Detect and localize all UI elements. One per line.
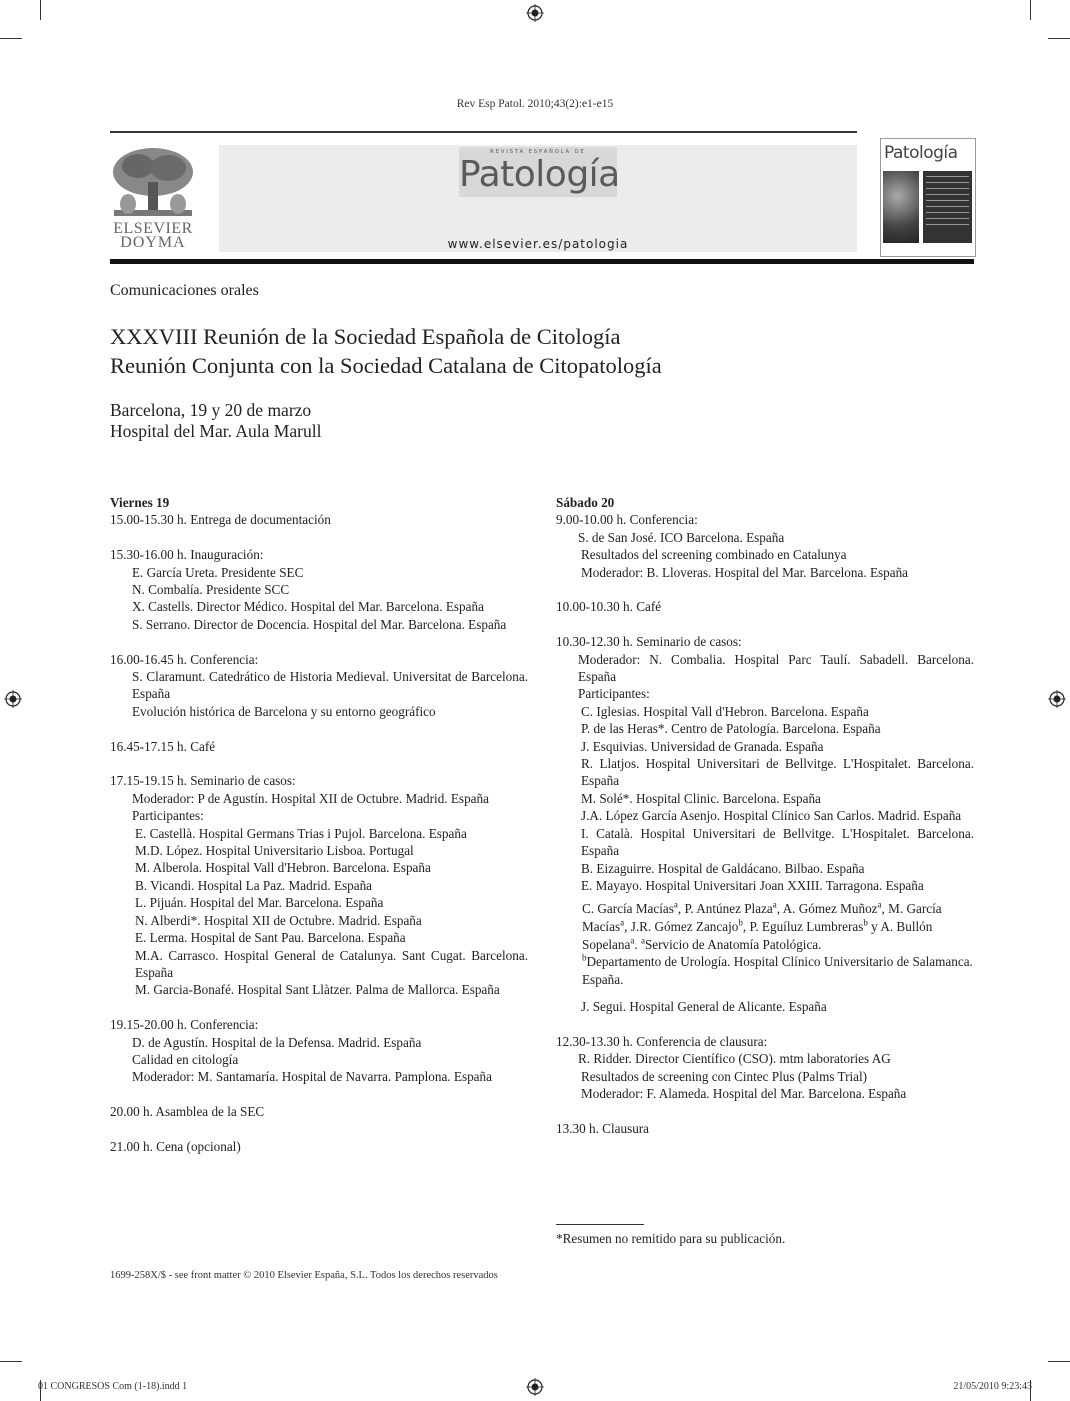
program-block: [110, 651, 528, 721]
affiliation-mark: b: [738, 917, 743, 928]
program-item-head: 19.15-20.00 h. Conferencia:: [110, 1017, 259, 1033]
program-line: E. García Ureta. Presidente SEC: [132, 564, 304, 580]
crop-mark: [0, 38, 22, 39]
journal-subtitle: REVISTA ESPAÑOLA DE: [490, 149, 586, 155]
program-item: 21.00 h. Cena (opcional): [110, 1138, 241, 1154]
program-line: Moderador: F. Alameda. Hospital del Mar. Barcelona. España: [581, 1086, 907, 1102]
journal-reference: Rev Esp Patol. 2010;43(2):e1-e15: [456, 98, 614, 110]
program-line: Resultados de screening con Cintec Plus (Palms Trial): [581, 1068, 868, 1084]
affiliation-mark: b: [582, 952, 587, 963]
program-line: S. Serrano. Director de Docencia. Hospital del Mar. Barcelona. España: [132, 616, 507, 632]
program-item: 16.45-17.15 h. Café: [110, 738, 216, 754]
program-line: X. Castells. Director Médico. Hospital del Mar. Barcelona. España: [132, 599, 484, 615]
participant: N. Alberdi*. Hospital XII de Octubre. Madrid. España: [135, 912, 422, 928]
participant: I. Català. Hospital Universitari de Bellvitge. L'Hospitalet. Barcelona. España: [581, 825, 974, 859]
author: y A. Bullón Sopelana: [582, 918, 933, 952]
participant: M. Garcia-Bonafé. Hospital Sant Llàtzer. Palma de Mallorca. España: [135, 982, 500, 998]
footnote-rule: [556, 1224, 644, 1225]
moderator-line: Moderador: N. Combalia. Hospital Parc Taulí. Sabadell. Barcelona. España: [578, 651, 974, 685]
journal-url-link[interactable]: www.elsevier.es/patologia: [447, 237, 629, 251]
program-item-head: 10.30-12.30 h. Seminario de casos:: [556, 634, 742, 650]
program-line: S. Claramunt. Catedrático de Historia Medieval. Universitat de Barcelona. España: [132, 669, 528, 702]
elsevier-tree-icon: [110, 146, 196, 222]
participants-label: Participantes:: [578, 686, 650, 702]
affiliation-mark: a: [640, 935, 645, 946]
header-rule: [110, 131, 857, 133]
title-line: Reunión Conjunta con la Sociedad Catalana de Citopatología: [110, 353, 662, 378]
program-line: Resultados del screening combinado en Catalunya: [581, 547, 847, 563]
participant: M. Solé*. Hospital Clinic. Barcelona. España: [581, 790, 821, 806]
program-item: 10.00-10.30 h. Café: [556, 599, 662, 615]
cover-contents: [923, 171, 972, 243]
participant: M. Alberola. Hospital Vall d'Hebron. Barcelona. España: [135, 860, 431, 876]
program-line: R. Ridder. Director Científico (CSO). mtm laboratories AG: [578, 1051, 891, 1067]
participant: J.A. López García Asenjo. Hospital Clínico San Carlos. Madrid. España: [581, 808, 962, 824]
author: , M. García Macías: [582, 901, 942, 934]
day-heading: Viernes 19: [110, 495, 170, 510]
author: , P. Eguíluz Lumbreras: [742, 918, 864, 934]
crop-mark: [1048, 38, 1070, 39]
venue-line: Hospital del Mar. Aula Marull: [110, 421, 322, 441]
program-line: Calidad en citología: [132, 1051, 239, 1067]
affiliation: Servicio de Anatomía Patológica.: [644, 936, 822, 952]
header-bottom-rule: [110, 259, 974, 264]
program-item: 20.00 h. Asamblea de la SEC: [110, 1104, 265, 1120]
print-slug-file: 01 CONGRESOS Com (1-18).indd 1: [38, 1381, 188, 1392]
page-title: [110, 322, 662, 380]
program-block: [110, 546, 528, 633]
journal-banner: [219, 145, 857, 252]
venue: [110, 400, 321, 442]
publisher-name: ELSEVIER: [113, 220, 193, 237]
affiliation-mark: a: [772, 899, 777, 910]
program-column-saturday: [556, 494, 974, 1138]
copyright-line: 1699-258X/$ - see front matter © 2010 Elsevier España, S.L. Todos los derechos reservados: [110, 1270, 498, 1281]
program-line: Moderador: B. Lloveras. Hospital del Mar. Barcelona. España: [581, 564, 909, 580]
program-block: [110, 1016, 528, 1086]
participant: J. Segui. Hospital General de Alicante. España: [581, 999, 827, 1015]
journal-title: Patología: [459, 154, 620, 195]
publisher-name: DOYMA: [120, 234, 186, 251]
author: , P. Antúnez Plaza: [677, 901, 773, 917]
crop-mark: [1030, 0, 1031, 20]
participant: J. Esquivias. Universidad de Granada. España: [581, 738, 824, 754]
program-line: S. de San José. ICO Barcelona. España: [578, 529, 785, 545]
program-block: [556, 1033, 974, 1103]
cover-title: Patología: [884, 143, 958, 163]
program-line: D. de Agustín. Hospital de la Defensa. Madrid. España: [132, 1034, 422, 1050]
program-item-head: 17.15-19.15 h. Seminario de casos:: [110, 773, 296, 789]
participant: B. Eizaguirre. Hospital de Galdácano. Bilbao. España: [581, 860, 865, 876]
program-item-head: 12.30-13.30 h. Conferencia de clausura:: [556, 1034, 768, 1050]
participant: L. Pijuán. Hospital del Mar. Barcelona. España: [135, 895, 384, 911]
crop-mark: [1048, 1361, 1070, 1362]
program-line: Evolución histórica de Barcelona y su entorno geográfico: [132, 703, 436, 719]
participant: M.D. López. Hospital Universitario Lisboa. Portugal: [135, 843, 414, 859]
author: C. García Macías: [582, 901, 674, 917]
registration-mark-icon: [526, 1378, 544, 1396]
program-block: [556, 633, 974, 1015]
moderator-line: Moderador: P de Agustín. Hospital XII de Octubre. Madrid. España: [132, 790, 489, 806]
program-item: 15.00-15.30 h. Entrega de documentación: [110, 512, 331, 528]
program-block: [556, 511, 974, 581]
journal-logo: [459, 147, 620, 197]
cover-image: [883, 171, 919, 243]
title-line: XXXVIII Reunión de la Sociedad Española de Citología: [110, 324, 621, 349]
program-line: N. Combalía. Presidente SCC: [132, 582, 290, 598]
affiliation-mark: a: [620, 917, 625, 928]
footnote: *Resumen no remitido para su publicación.: [556, 1231, 786, 1246]
program-block: [110, 772, 528, 998]
publisher-logo: [110, 146, 196, 254]
participant: E. Castellà. Hospital Germans Trias i Pujol. Barcelona. España: [135, 825, 467, 841]
affiliation-mark: a: [630, 935, 635, 946]
program-item: 13.30 h. Clausura: [556, 1121, 650, 1137]
journal-cover: [880, 138, 976, 257]
registration-mark-icon: [4, 690, 22, 708]
participants-label: Participantes:: [132, 808, 204, 824]
affiliation-mark: a: [877, 899, 882, 910]
program-item-head: 16.00-16.45 h. Conferencia:: [110, 651, 259, 667]
print-slug-date: 21/05/2010 9:23:43: [953, 1381, 1032, 1392]
section-label: Comunicaciones orales: [110, 282, 259, 299]
author: , J.R. Gómez Zancajo: [624, 918, 739, 934]
author: , A. Gómez Muñoz: [776, 901, 878, 917]
participant: R. Llatjos. Hospital Universitari de Bellvitge. L'Hospitalet. Barcelona. España: [581, 756, 974, 789]
affiliation-mark: a: [673, 899, 678, 910]
day-heading: Sábado 20: [556, 495, 615, 510]
program-column-friday: [110, 494, 528, 1155]
program-item-head: 15.30-16.00 h. Inauguración:: [110, 547, 264, 563]
inline-abstract: C. García Macías$^a$, P. Antúnez Plaza$^a$, A. Gómez Muñoz$^a$, M. García Macías$^a$, J.R. Gómez Zancajo$^b$, P. Eguíluz Lumbreras$^b$ y A. Bullón Sopelana$^a$. $^a$Servicio de Anatomía Patológica. $^b$Departamento de Urología. Hospital Clínico Universitario de Salamanca. España.: [582, 899, 973, 987]
program-item-head: 9.00-10.00 h. Conferencia:: [556, 512, 698, 528]
participant: E. Lerma. Hospital de Sant Pau. Barcelona. España: [135, 930, 406, 946]
participant: B. Vicandi. Hospital La Paz. Madrid. España: [135, 877, 373, 893]
program-line: Moderador: M. Santamaría. Hospital de Navarra. Pamplona. España: [132, 1069, 492, 1085]
affiliation-mark: b: [863, 917, 868, 928]
registration-mark-icon: [1048, 690, 1066, 708]
crop-mark: [0, 1361, 22, 1362]
participant: E. Mayayo. Hospital Universitari Joan XXIII. Tarragona. España: [581, 877, 924, 893]
venue-line: Barcelona, 19 y 20 de marzo: [110, 400, 312, 420]
crop-mark: [40, 0, 41, 20]
participant: C. Iglesias. Hospital Vall d'Hebron. Barcelona. España: [581, 703, 869, 719]
participant: P. de las Heras*. Centro de Patología. Barcelona. España: [581, 721, 881, 737]
participant: M.A. Carrasco. Hospital General de Catalunya. Sant Cugat. Barcelona. España: [135, 947, 528, 980]
registration-mark-icon: [526, 4, 544, 22]
affiliation: Departamento de Urología. Hospital Clínico Universitario de Salamanca. España.: [582, 954, 973, 987]
